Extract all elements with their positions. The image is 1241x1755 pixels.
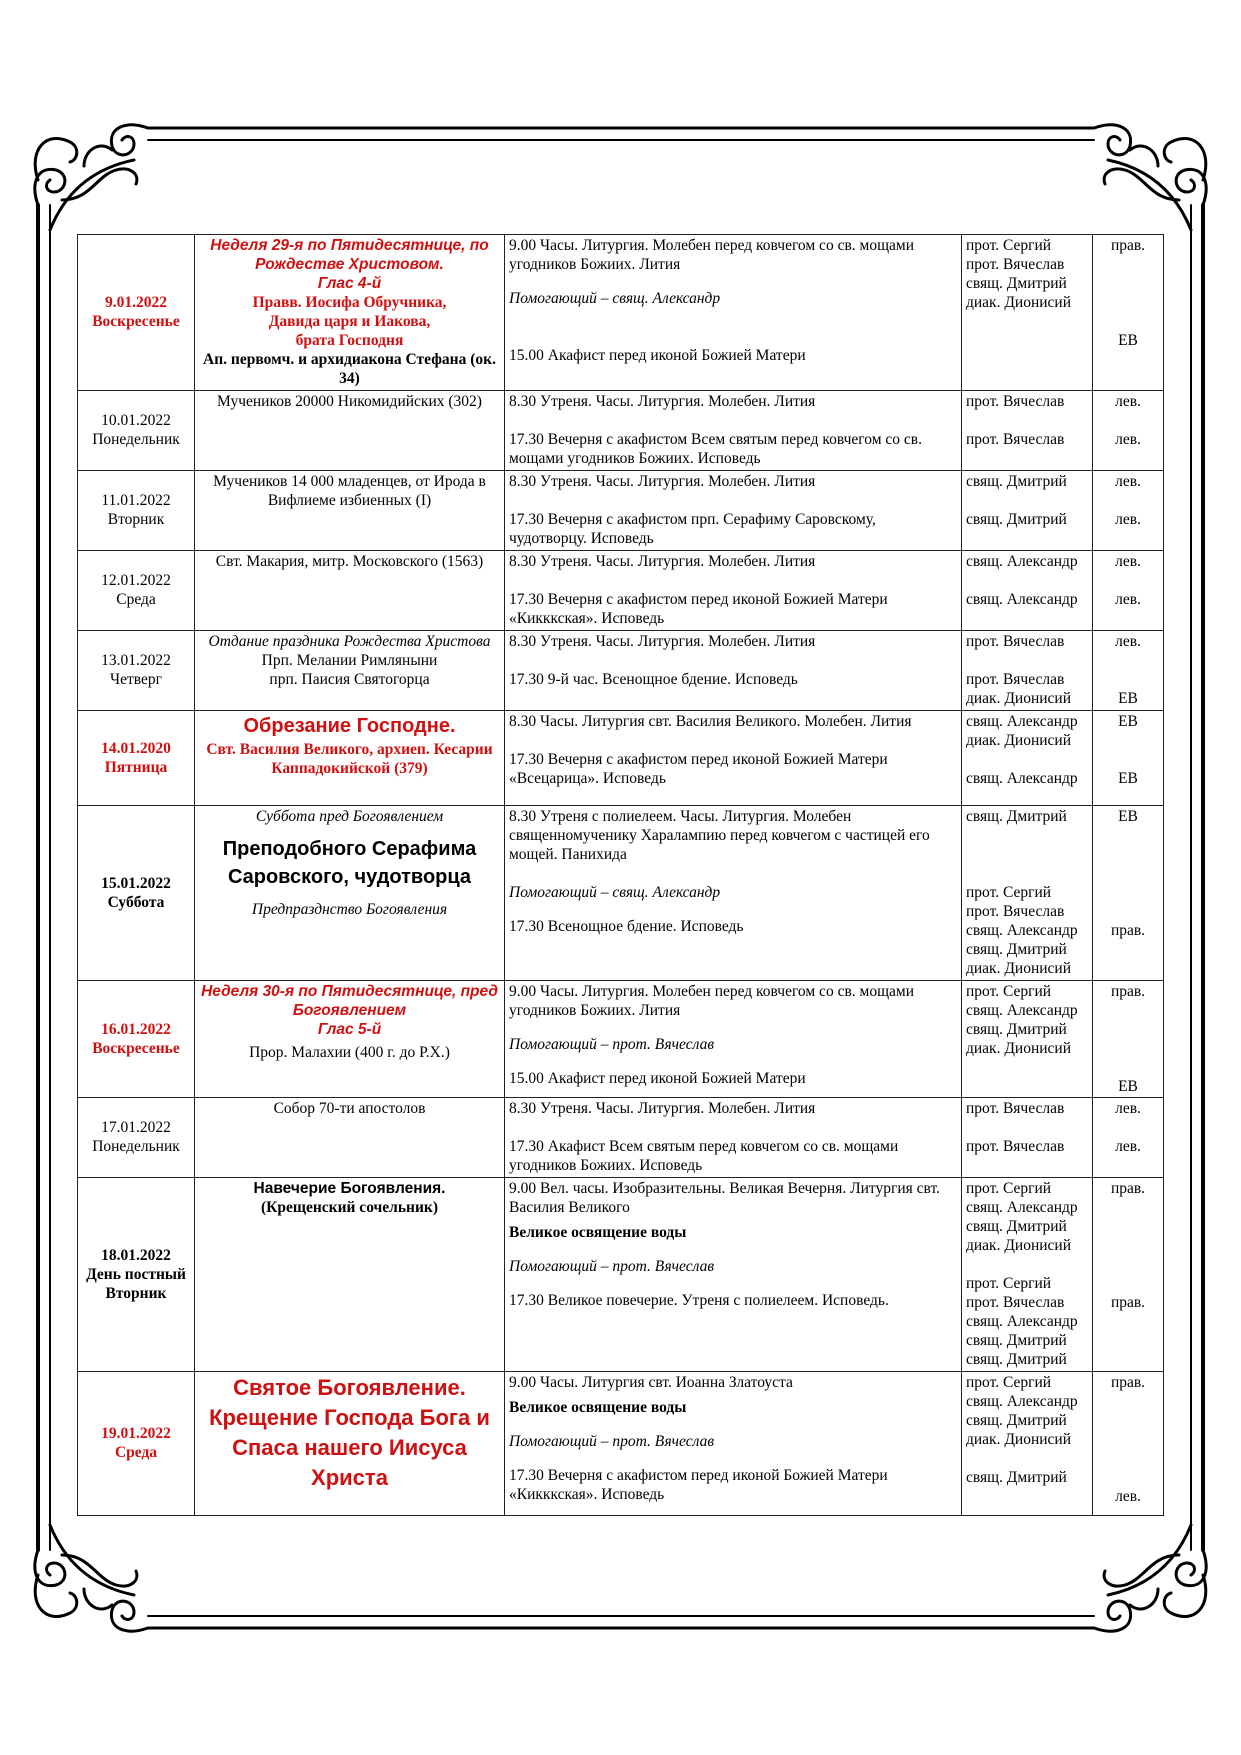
text-line: диак. Дионисий	[966, 732, 1072, 749]
text-line: Глас 4-й	[317, 275, 382, 292]
text-line: прот. Вячеслав	[966, 1294, 1065, 1311]
text-line: прот. Вячеслав	[966, 431, 1065, 448]
text-line: свящ. Александр	[966, 1002, 1078, 1019]
weekday: Четверг	[110, 671, 162, 688]
date: 15.01.2022	[101, 874, 171, 892]
date-cell	[78, 235, 195, 391]
text-line: свящ. Дмитрий	[966, 275, 1067, 292]
text-line: свящ. Дмитрий	[966, 1412, 1067, 1429]
clergy-cell	[962, 806, 1093, 981]
text-line: Прор. Малахии (400 г. до Р.Х.)	[249, 1044, 450, 1061]
date-cell	[78, 631, 195, 711]
text-line: лев.	[1115, 1138, 1141, 1155]
text-line: свящ. Александр	[966, 1313, 1078, 1330]
table-row	[78, 1098, 1164, 1178]
date-cell	[78, 981, 195, 1098]
text-line: 17.30 Вечерня с акафистом прп. Серафиму Саровскому, чудотворцу. Исповедь	[509, 511, 876, 547]
text-line: диак. Дионисий	[966, 690, 1072, 707]
services-cell	[505, 391, 962, 471]
feast-cell	[195, 471, 505, 551]
weekday: День постный Вторник	[86, 1265, 186, 1302]
vestment-cell	[1093, 1178, 1164, 1372]
services-cell	[505, 981, 962, 1098]
text-line: Мучеников 20000 Никомидийских (302)	[217, 393, 482, 410]
text-line: прот. Сергий	[966, 1275, 1052, 1292]
text-line: лев.	[1115, 1100, 1141, 1117]
text-line: Ап. первомч. и архидиакона Стефана (ок. 34)	[203, 351, 496, 387]
text-line: свящ. Дмитрий	[966, 511, 1067, 528]
services-cell	[505, 471, 962, 551]
weekday: Среда	[114, 1444, 158, 1461]
date-cell	[78, 471, 195, 551]
text-line: свящ. Дмитрий	[966, 808, 1067, 825]
text-line: свящ. Александр	[966, 591, 1078, 608]
text-line: ЕВ	[1118, 1078, 1138, 1095]
text-line: ЕВ	[1118, 332, 1138, 349]
text-line: Помогающий – свящ. Александр	[509, 884, 721, 901]
text-line: Навечерие Богоявления.	[253, 1180, 446, 1197]
clergy-cell	[962, 981, 1093, 1098]
weekday: Воскресенье	[92, 313, 180, 330]
date: 17.01.2022	[101, 1119, 171, 1136]
text-line: 15.00 Акафист перед иконой Божией Матери	[509, 1070, 806, 1087]
weekday: Воскресенье	[92, 1039, 180, 1057]
vestment-cell	[1093, 235, 1164, 391]
services-cell	[505, 806, 962, 981]
text-line: свящ. Дмитрий	[966, 1218, 1067, 1235]
clergy-cell	[962, 551, 1093, 631]
text-line: прот. Сергий	[966, 983, 1052, 1000]
date: 18.01.2022	[101, 1246, 171, 1264]
text-line: свящ. Дмитрий	[966, 1021, 1067, 1038]
text-line: 17.30 Вечерня с акафистом перед иконой Божией Матери «Кикккская». Исповедь	[509, 1467, 888, 1503]
schedule-table	[77, 234, 1164, 1516]
text-line: ЕВ	[1118, 713, 1138, 730]
text-line: Преподобного Серафима Саровского, чудотворца	[222, 838, 477, 888]
date: 11.01.2022	[101, 492, 171, 509]
date: 16.01.2022	[101, 1020, 171, 1038]
table-row	[78, 806, 1164, 981]
feast-cell	[195, 981, 505, 1098]
text-line: Мучеников 14 000 младенцев, от Ирода в Вифлиеме избиенных (I)	[213, 473, 486, 509]
text-line: лев.	[1115, 1488, 1141, 1505]
text-line: 17.30 Великое повечерие. Утреня с полиелеем. Исповедь.	[509, 1292, 889, 1309]
feast-cell	[195, 711, 505, 806]
text-line: Помогающий – прот. Вячеслав	[509, 1258, 715, 1275]
date-cell	[78, 711, 195, 806]
text-line: лев.	[1115, 633, 1141, 650]
text-line: прот. Вячеслав	[966, 1138, 1065, 1155]
table-row	[78, 235, 1164, 391]
feast-cell	[195, 235, 505, 391]
services-cell	[505, 1098, 962, 1178]
text-line: лев.	[1115, 591, 1141, 608]
text-line: прот. Сергий	[966, 237, 1052, 254]
date-cell	[78, 391, 195, 471]
clergy-cell	[962, 1178, 1093, 1372]
vestment-cell	[1093, 981, 1164, 1098]
date: 19.01.2022	[101, 1425, 171, 1442]
feast-cell	[195, 551, 505, 631]
text-line: 9.00 Вел. часы. Изобразительны. Великая Вечерня. Литургия свт. Василия Великого	[509, 1180, 940, 1216]
vestment-cell	[1093, 551, 1164, 631]
text-line: Помогающий – прот. Вячеслав	[509, 1036, 715, 1053]
table-row	[78, 1178, 1164, 1372]
table-row	[78, 391, 1164, 471]
text-line: Обрезание Господне.	[243, 715, 456, 737]
text-line: прав.	[1110, 1374, 1146, 1391]
text-line: Собор 70-ти апостолов	[273, 1100, 426, 1117]
text-line: прав.	[1110, 1180, 1146, 1197]
text-line: 17.30 Всенощное бдение. Исповедь	[509, 918, 744, 935]
text-line: лев.	[1115, 473, 1141, 490]
text-line: 17.30 Вечерня с акафистом Всем святым перед ковчегом со св. мощами угодников Божиих. Исповедь	[509, 431, 922, 467]
date-cell	[78, 806, 195, 981]
text-line: свящ. Дмитрий	[966, 941, 1067, 958]
text-line: диак. Дионисий	[966, 1237, 1072, 1254]
weekday: Понедельник	[92, 1138, 180, 1155]
table-row	[78, 631, 1164, 711]
vestment-cell	[1093, 391, 1164, 471]
date: 12.01.2022	[101, 572, 171, 589]
text-line: 17.30 Вечерня с акафистом перед иконой Божией Матери «Всецарица». Исповедь	[509, 751, 888, 787]
text-line: прот. Вячеслав	[966, 393, 1065, 410]
services-cell	[505, 631, 962, 711]
vestment-cell	[1093, 711, 1164, 806]
text-line: диак. Дионисий	[966, 1431, 1072, 1448]
text-line: прот. Вячеслав	[966, 633, 1065, 650]
text-line: 15.00 Акафист перед иконой Божией Матери	[509, 347, 806, 364]
text-line: лев.	[1115, 393, 1141, 410]
clergy-cell	[962, 1098, 1093, 1178]
text-line: (Крещенский сочельник)	[260, 1199, 439, 1216]
weekday: Понедельник	[92, 431, 180, 448]
text-line: ЕВ	[1118, 690, 1138, 707]
clergy-cell	[962, 631, 1093, 711]
text-line: 17.30 Акафист Всем святым перед ковчегом со св. мощами угодников Божиих. Исповедь	[509, 1138, 899, 1174]
feast-cell	[195, 631, 505, 711]
table-row	[78, 551, 1164, 631]
services-cell	[505, 711, 962, 806]
text-line: свящ. Александр	[966, 713, 1078, 730]
table-row	[78, 711, 1164, 806]
text-line: диак. Дионисий	[966, 960, 1072, 977]
text-line: свящ. Александр	[966, 770, 1078, 787]
text-line: свящ. Дмитрий	[966, 1332, 1067, 1349]
text-line: Святое Богоявление. Крещение Господа Бога и Спаса нашего Иисуса Христа	[209, 1375, 490, 1490]
feast-cell	[195, 806, 505, 981]
text-line: Свт. Макария, митр. Московского (1563)	[215, 553, 484, 570]
date: 9.01.2022	[105, 294, 167, 311]
text-line: Неделя 29-я по Пятидесятнице, по Рождестве Христовом.	[210, 237, 489, 273]
text-line: ЕВ	[1118, 808, 1138, 825]
clergy-cell	[962, 235, 1093, 391]
vestment-cell	[1093, 471, 1164, 551]
text-line: 17.30 9-й час. Всенощное бдение. Исповедь	[509, 671, 798, 688]
feast-cell	[195, 1178, 505, 1372]
text-line: Предпразднство Богоявления	[251, 901, 448, 918]
text-line: Помогающий – прот. Вячеслав	[509, 1433, 715, 1450]
feast-cell	[195, 391, 505, 471]
clergy-cell	[962, 471, 1093, 551]
table-row	[78, 471, 1164, 551]
weekday: Вторник	[107, 511, 165, 528]
text-line: Великое освящение воды	[509, 1224, 687, 1241]
services-cell	[505, 1178, 962, 1372]
text-line: Отдание праздника Рождества Христова	[208, 633, 491, 650]
text-line: 8.30 Часы. Литургия свт. Василия Великого. Молебен. Лития	[509, 713, 912, 730]
text-line: Неделя 30-я по Пятидесятнице, пред Богоявлением	[201, 983, 498, 1019]
vestment-cell	[1093, 1098, 1164, 1178]
text-line: 8.30 Утреня. Часы. Литургия. Молебен. Лития	[509, 473, 816, 490]
text-line: прот. Вячеслав	[966, 671, 1065, 688]
text-line: свящ. Александр	[966, 1199, 1078, 1216]
text-line: прав.	[1110, 1294, 1146, 1311]
text-line: свящ. Дмитрий	[966, 1469, 1067, 1486]
weekday: Среда	[116, 591, 156, 608]
vestment-cell	[1093, 631, 1164, 711]
text-line: диак. Дионисий	[966, 1040, 1072, 1057]
text-line: прот. Вячеслав	[966, 256, 1065, 273]
text-line: диак. Дионисий	[966, 294, 1072, 311]
text-line: 17.30 Вечерня с акафистом перед иконой Божией Матери «Кикккская». Исповедь	[509, 591, 888, 627]
date-cell	[78, 1372, 195, 1516]
text-line: прот. Сергий	[966, 1180, 1052, 1197]
text-line: Правв. Иосифа Обручника,	[252, 294, 447, 311]
date-cell	[78, 1178, 195, 1372]
text-line: Великое освящение воды	[509, 1399, 687, 1416]
text-line: Помогающий – свящ. Александр	[509, 290, 721, 307]
text-line: Прп. Мелании Римляныни	[261, 652, 438, 669]
text-line: Давида царя и Иакова,	[268, 313, 431, 330]
text-line: 8.30 Утреня. Часы. Литургия. Молебен. Лития	[509, 553, 816, 570]
text-line: свящ. Дмитрий	[966, 1351, 1067, 1368]
text-line: прот. Сергий	[966, 884, 1052, 901]
text-line: свящ. Дмитрий	[966, 473, 1067, 490]
date-cell	[78, 551, 195, 631]
text-line: свящ. Александр	[966, 553, 1078, 570]
date: 13.01.2022	[101, 652, 171, 669]
text-line: 8.30 Утреня. Часы. Литургия. Молебен. Лития	[509, 393, 816, 410]
text-line: лев.	[1115, 511, 1141, 528]
text-line: прот. Вячеслав	[966, 903, 1065, 920]
text-line: свящ. Александр	[966, 922, 1078, 939]
vestment-cell	[1093, 806, 1164, 981]
text-line: 9.00 Часы. Литургия. Молебен перед ковчегом со св. мощами угодников Божиих. Лития	[509, 983, 914, 1019]
services-cell	[505, 235, 962, 391]
table-row	[78, 981, 1164, 1098]
text-line: прот. Сергий	[966, 1374, 1052, 1391]
text-line: прот. Вячеслав	[966, 1100, 1065, 1117]
date-cell	[78, 1098, 195, 1178]
weekday: Суббота	[107, 893, 165, 911]
clergy-cell	[962, 391, 1093, 471]
text-line: 8.30 Утреня. Часы. Литургия. Молебен. Лития	[509, 1100, 816, 1117]
clergy-cell	[962, 1372, 1093, 1516]
text-line: Суббота пред Богоявлением	[255, 808, 444, 825]
text-line: лев.	[1115, 431, 1141, 448]
services-cell	[505, 551, 962, 631]
text-line: Глас 5-й	[317, 1021, 382, 1038]
date: 14.01.2020	[101, 739, 171, 757]
services-cell	[505, 1372, 962, 1516]
text-line: 8.30 Утреня. Часы. Литургия. Молебен. Лития	[509, 633, 816, 650]
text-line: 8.30 Утреня с полиелеем. Часы. Литургия. Молебен священномученику Харалампию перед ковчегом с частицей его мощей. Панихида	[509, 808, 930, 863]
text-line: 9.00 Часы. Литургия. Молебен перед ковчегом со св. мощами угодников Божиих. Лития	[509, 237, 914, 273]
feast-cell	[195, 1372, 505, 1516]
text-line: ЕВ	[1118, 770, 1138, 787]
text-line: прав.	[1110, 922, 1146, 939]
weekday: Пятница	[104, 758, 168, 776]
text-line: брата Господня	[295, 332, 404, 349]
date: 10.01.2022	[101, 412, 171, 429]
text-line: лев.	[1115, 553, 1141, 570]
text-line: Свт. Василия Великого, архиеп. Кесарии Каппадокийской (379)	[206, 741, 493, 777]
text-line: прп. Паисия Святогорца	[269, 671, 430, 688]
text-line: прав.	[1110, 983, 1146, 1000]
text-line: 9.00 Часы. Литургия свт. Иоанна Златоуста	[509, 1374, 793, 1391]
feast-cell	[195, 1098, 505, 1178]
clergy-cell	[962, 711, 1093, 806]
vestment-cell	[1093, 1372, 1164, 1516]
text-line: свящ. Александр	[966, 1393, 1078, 1410]
table-row	[78, 1372, 1164, 1516]
text-line: прав.	[1110, 237, 1146, 254]
